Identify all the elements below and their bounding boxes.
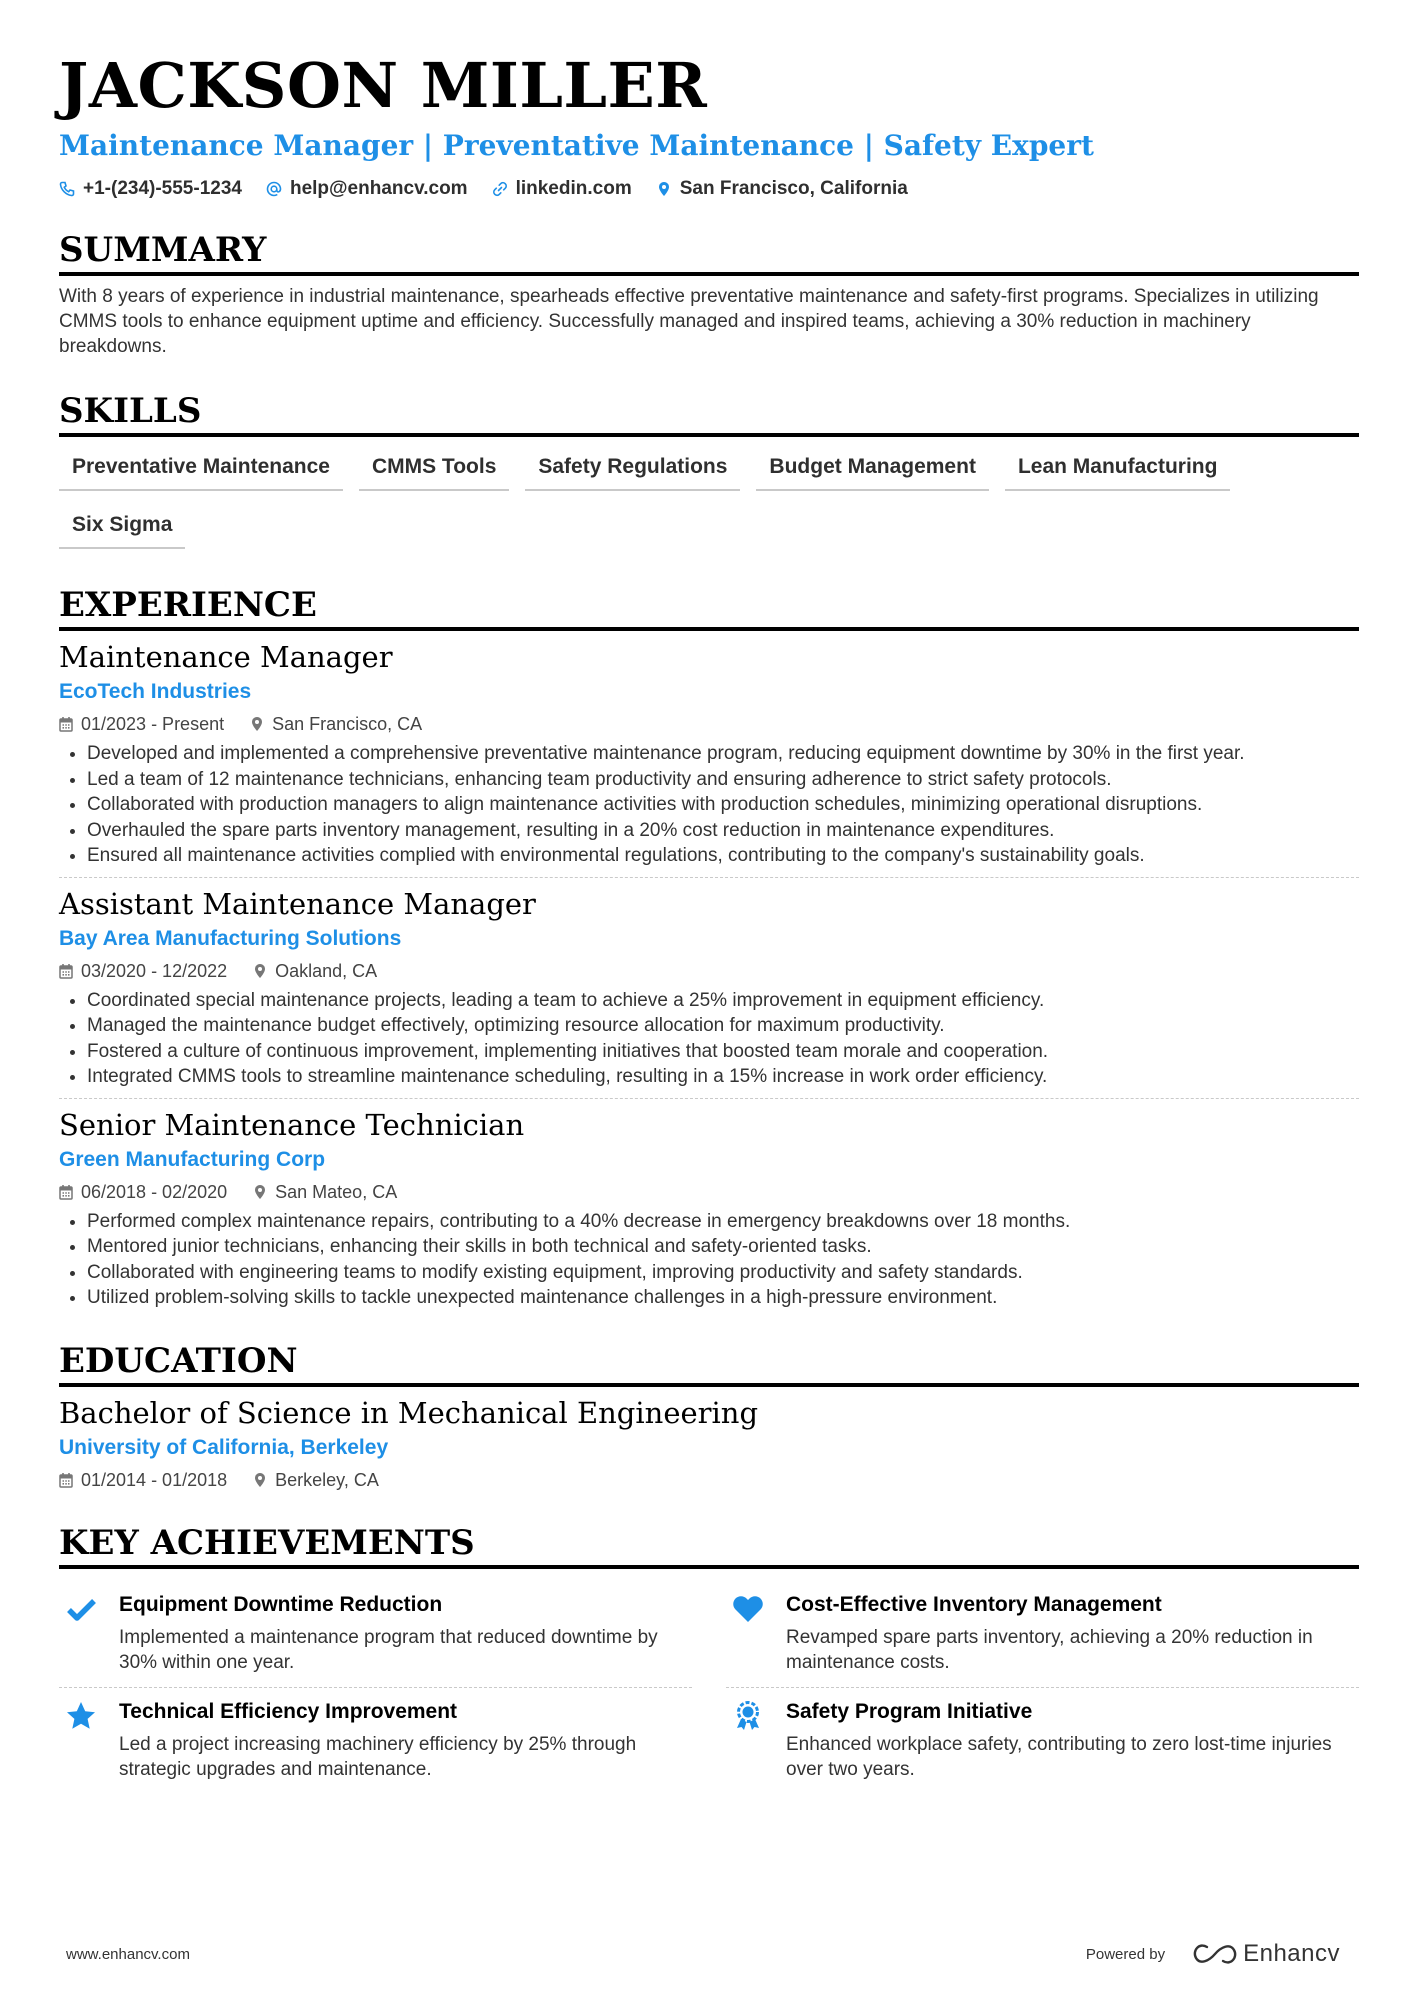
education-section — [59, 1341, 1359, 1493]
job-meta — [59, 711, 1359, 737]
skill-tag: CMMS Tools — [359, 447, 509, 491]
job-title: Assistant Maintenance Manager — [59, 886, 536, 921]
bullet-item: • Collaborated with engineering teams to modify existing equipment, improving productivity and safety standards. — [87, 1260, 1359, 1286]
resume-content — [59, 46, 1359, 1794]
job-dates — [59, 1179, 227, 1205]
achievement-item — [59, 1581, 692, 1688]
footer — [66, 1940, 1340, 1968]
bullet-item: • Coordinated special maintenance projects, leading a team to achieve a 25% improvement in equipment efficiency. — [87, 988, 1359, 1014]
brand-logo[interactable] — [1193, 1940, 1340, 1968]
award-ribbon-icon — [732, 1700, 764, 1732]
achievement-desc: Led a project increasing machinery efficiency by 25% through strategic upgrades and maintenance. — [119, 1733, 637, 1780]
contact-linkedin[interactable] — [492, 178, 632, 200]
contact-email[interactable] — [266, 178, 468, 200]
skills-list — [59, 447, 1359, 549]
achievements-grid — [59, 1581, 1359, 1794]
bullet-item: • Developed and implemented a comprehensive preventative maintenance program, reducing equipment downtime by 30% in the first year. — [87, 741, 1359, 767]
job-location — [250, 711, 422, 737]
job-dates-text: 01/2023 - Present — [81, 714, 225, 734]
summary-title: SUMMARY — [59, 230, 1359, 276]
degree-title: Bachelor of Science in Mechanical Engineering — [59, 1395, 759, 1430]
summary-text: With 8 years of experience in industrial maintenance, spearheads effective preventative maintenance and safety-first programs. Specializes in utilizing CMMS tools to enhance equipment uptime and efficiency. Successfully managed and inspired teams, achieving a 30% reduction in machinery breakdowns. — [59, 286, 1319, 357]
headline: Maintenance Manager | Preventative Maintenance | Safety Expert — [59, 129, 1094, 162]
bullet-item: • Performed complex maintenance repairs, contributing to a 40% decrease in emergency breakdowns over 18 months. — [87, 1209, 1359, 1235]
candidate-name: JACKSON MILLER — [59, 49, 708, 122]
calendar-icon — [59, 1472, 73, 1488]
experience-section — [59, 585, 1359, 1311]
job-location-text: Oakland, CA — [275, 960, 378, 981]
star-icon — [65, 1700, 97, 1732]
bullet-item: • Overhauled the spare parts inventory management, resulting in a 20% cost reduction in maintenance expenditures. — [87, 818, 1359, 844]
job-location — [253, 958, 377, 984]
powered-by-label: Powered by — [1085, 1945, 1166, 1963]
divider — [59, 877, 1359, 878]
bullet-item: • Mentored junior technicians, enhancing their skills in both technical and safety-oriented tasks. — [87, 1234, 1359, 1260]
phone-icon — [59, 181, 75, 197]
footer-website[interactable]: www.enhancv.com — [66, 1945, 190, 1963]
education-location-text: Berkeley, CA — [275, 1469, 379, 1490]
skill-tag: Lean Manufacturing — [1005, 447, 1231, 491]
achievements-section — [59, 1523, 1359, 1794]
job-bullets — [59, 988, 1359, 1090]
checkmark-icon — [65, 1593, 97, 1625]
bullet-item: • Integrated CMMS tools to streamline maintenance scheduling, resulting in a 15% increase in work order efficiency. — [87, 1064, 1359, 1090]
job-meta — [59, 1179, 1359, 1205]
skill-tag: Six Sigma — [59, 505, 185, 549]
job-meta — [59, 958, 1359, 984]
job-entry — [59, 884, 1359, 1099]
bullet-item: • Ensured all maintenance activities complied with environmental regulations, contributing to the company's sustainability goals. — [87, 843, 1359, 869]
bullet-item: • Led a team of 12 maintenance technicians, enhancing team productivity and ensuring adherence to strict safety protocols. — [87, 767, 1359, 793]
contact-linkedin-text: linkedin.com — [515, 178, 632, 199]
powered-by — [1086, 1940, 1340, 1968]
skill-tag: Safety Regulations — [525, 447, 740, 491]
skill-tag: Preventative Maintenance — [59, 447, 343, 491]
achievements-title: KEY ACHIEVEMENTS — [59, 1523, 1359, 1569]
job-entry — [59, 637, 1359, 878]
job-location — [253, 1179, 397, 1205]
skills-section — [59, 391, 1359, 549]
brand-name: Enhancv — [1243, 1940, 1340, 1967]
company-name: Green Manufacturing Corp — [59, 1147, 326, 1171]
achievement-title: Cost-Effective Inventory Management — [786, 1592, 1162, 1616]
education-location — [253, 1467, 379, 1493]
bullet-item: • Collaborated with production managers to align maintenance activities with production schedules, minimizing operational disruptions. — [87, 792, 1359, 818]
contact-phone[interactable] — [59, 178, 242, 200]
job-bullets — [59, 1209, 1359, 1311]
achievement-icon-wrap — [726, 1698, 770, 1782]
link-icon — [492, 181, 508, 197]
bullet-item: • Managed the maintenance budget effectively, optimizing resource allocation for maximum productivity. — [87, 1013, 1359, 1039]
achievement-item — [726, 1581, 1359, 1688]
contact-email-text: help@enhancv.com — [289, 178, 468, 199]
achievement-title: Safety Program Initiative — [786, 1699, 1033, 1723]
location-icon — [656, 181, 672, 197]
school-name: University of California, Berkeley — [59, 1435, 389, 1459]
bullet-item: • Utilized problem-solving skills to tackle unexpected maintenance challenges in a high-pressure environment. — [87, 1285, 1359, 1311]
education-title: EDUCATION — [59, 1341, 1359, 1387]
achievement-title: Equipment Downtime Reduction — [119, 1592, 443, 1616]
company-name: EcoTech Industries — [59, 680, 252, 703]
achievement-icon-wrap — [59, 1698, 103, 1782]
company-name: Bay Area Manufacturing Solutions — [59, 926, 402, 950]
divider — [59, 1098, 1359, 1099]
achievement-item — [59, 1688, 692, 1794]
job-title: Senior Maintenance Technician — [59, 1107, 525, 1142]
contact-row — [59, 178, 1359, 200]
skills-title: SKILLS — [59, 391, 1359, 437]
job-location-text: San Francisco, CA — [272, 714, 423, 734]
achievement-icon-wrap — [726, 1591, 770, 1675]
experience-title: EXPERIENCE — [59, 585, 1359, 631]
achievement-desc: Implemented a maintenance program that reduced downtime by 30% within one year. — [119, 1626, 658, 1673]
location-icon — [253, 1184, 267, 1200]
contact-location-text: San Francisco, California — [679, 178, 908, 199]
skill-tag: Budget Management — [756, 447, 989, 491]
achievement-title: Technical Efficiency Improvement — [119, 1699, 458, 1723]
achievement-icon-wrap — [59, 1591, 103, 1675]
calendar-icon — [59, 963, 73, 979]
job-dates — [59, 711, 224, 737]
education-dates — [59, 1467, 227, 1493]
job-dates-text: 03/2020 - 12/2022 — [81, 960, 228, 981]
education-meta — [59, 1467, 1359, 1493]
job-entry — [59, 1105, 1359, 1311]
achievement-desc: Revamped spare parts inventory, achieving a 20% reduction in maintenance costs. — [786, 1626, 1313, 1673]
achievement-desc: Enhanced workplace safety, contributing to zero lost-time injuries over two years. — [786, 1733, 1332, 1780]
header — [59, 46, 1359, 200]
location-icon — [253, 963, 267, 979]
contact-location — [656, 178, 908, 200]
job-dates-text: 06/2018 - 02/2020 — [81, 1181, 228, 1202]
bullet-item: • Fostered a culture of continuous improvement, implementing initiatives that boosted team morale and cooperation. — [87, 1039, 1359, 1065]
heart-icon — [732, 1593, 764, 1625]
job-location-text: San Mateo, CA — [275, 1181, 398, 1202]
contact-phone-text: +1-(234)-555-1234 — [83, 178, 242, 199]
job-dates — [59, 958, 227, 984]
calendar-icon — [59, 716, 73, 732]
calendar-icon — [59, 1184, 73, 1200]
location-icon — [250, 716, 264, 732]
enhancv-logo-icon — [1193, 1943, 1237, 1965]
education-dates-text: 01/2014 - 01/2018 — [81, 1469, 228, 1490]
job-title: Maintenance Manager — [59, 640, 393, 674]
at-icon — [266, 181, 282, 197]
summary-section — [59, 230, 1359, 359]
job-bullets — [59, 741, 1359, 869]
achievement-item — [726, 1688, 1359, 1794]
location-icon — [253, 1472, 267, 1488]
